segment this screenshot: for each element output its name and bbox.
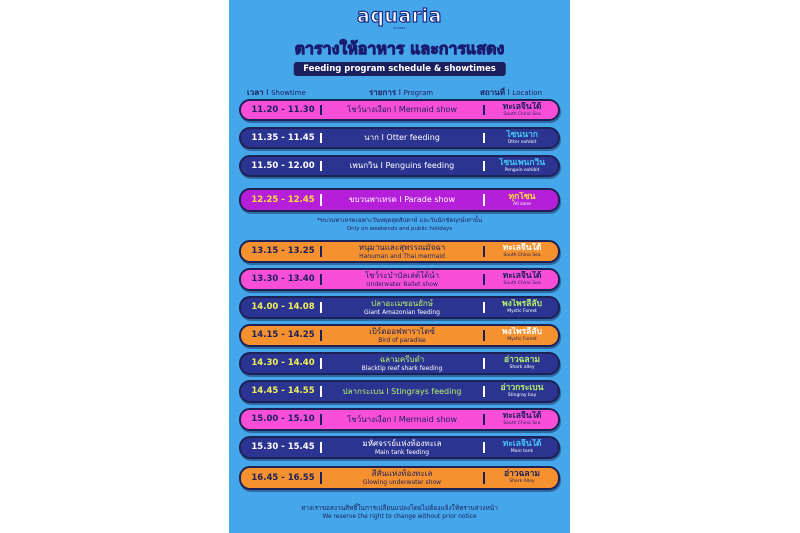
row-divider [483, 133, 485, 143]
row-program [324, 439, 480, 456]
header-location-th: สถานที่ [480, 88, 505, 97]
row-location-en: Mystic Forest [507, 337, 537, 342]
row-location-th: ทะเลจีนใต้ [502, 439, 542, 449]
row-program-en: Glowing underwater show [362, 479, 442, 486]
row-time: 11.35 - 11.45 [251, 133, 315, 143]
row-time: 14.30 - 14.40 [251, 358, 315, 368]
row-program-en: Main tank feeding [374, 449, 430, 456]
row-divider [320, 246, 322, 257]
row-time: 15.00 - 15.10 [251, 414, 315, 424]
row-program-th: สีสันแห่งท้องทะเล [371, 469, 433, 478]
schedule-row [239, 99, 560, 121]
row-divider [483, 386, 485, 397]
header-time-en: Showtime [271, 89, 306, 97]
row-program: ปลากระเบน I Stingrays feeding [342, 387, 462, 396]
header-program-th: รายการ [369, 88, 397, 97]
row-location [487, 102, 557, 118]
row-time: 11.20 - 11.30 [251, 105, 315, 115]
row-location-en: South China Sea [503, 253, 541, 258]
schedule-row [239, 466, 560, 490]
footer-disclaimer-th: ทางเราขอสงวนสิทธิ์ในการเปลี่ยนแปลงโดยไม่ต้องแจ้งให้ทราบล่วงหน้า [301, 504, 498, 512]
row-divider [320, 442, 322, 453]
header-location-en: Location [512, 89, 543, 97]
row-location-th: อ่าวฉลาม [503, 469, 541, 479]
row-location-th: ทะเลจีนใต้ [502, 102, 542, 112]
row-location-en: All zone [513, 202, 531, 207]
row-program [324, 299, 480, 316]
row-location [487, 243, 557, 259]
row-divider [320, 386, 322, 397]
row-location [487, 299, 557, 315]
row-location-en: Main tank [510, 449, 534, 454]
row-time: 14.00 - 14.08 [251, 302, 315, 312]
row-divider [483, 161, 485, 171]
row-location-en: Otter exhibit [507, 140, 537, 145]
row-location-th: โซนนาก [506, 130, 538, 140]
row-program-th: หนุมานและสุพรรณมัจฉา [358, 243, 446, 252]
row-time: 14.15 - 14.25 [251, 330, 315, 340]
schedule-row [239, 296, 560, 319]
row-location [487, 355, 557, 371]
row-location-en: South China Sea [503, 112, 541, 117]
row-location [487, 271, 557, 287]
row-program [324, 469, 480, 486]
row-program-th: มหัศจรรย์แห่งท้องทะเล [362, 439, 442, 448]
row-divider [320, 414, 322, 425]
row-divider [320, 105, 322, 115]
row-location [487, 469, 557, 485]
parade-note [229, 217, 570, 233]
logo-word: aquaria [357, 5, 442, 27]
row-location-th: อ่าวฉลาม [503, 355, 541, 365]
row-program-en: Giant Amazonian feeding [364, 309, 440, 316]
row-time: 11.50 - 12.00 [251, 161, 315, 171]
schedule-row [239, 127, 560, 149]
schedule-row [239, 352, 560, 375]
row-location-th: พงไพรลี้ลับ [501, 299, 542, 309]
row-divider [320, 133, 322, 143]
row-divider [483, 472, 485, 484]
footer-disclaimer-en: We reserve the right to change without prior notice [322, 513, 477, 520]
row-location-th: ทุกโซน [508, 192, 536, 202]
row-time: 12.25 - 12.45 [251, 195, 315, 205]
parade-note-en: Only on weekends and public holidays [346, 226, 453, 232]
schedule-row [239, 408, 560, 431]
row-location-th: อ่าวกระเบน [500, 383, 544, 393]
row-time: 16.45 - 16.55 [251, 473, 315, 483]
row-location-th: พงไพรลี้ลับ [501, 327, 542, 337]
row-divider [320, 161, 322, 171]
row-location-en: Shark Alley [509, 479, 535, 484]
row-time: 14.45 - 14.55 [251, 386, 315, 396]
row-program-th: เบิร์ดออฟพาราไดซ์ [369, 327, 435, 336]
footer-disclaimer [229, 504, 570, 521]
row-divider [483, 330, 485, 341]
row-program: ขบวนพาเหรด I Parade show [349, 195, 455, 204]
header-program-en: Program [403, 89, 434, 97]
row-program [324, 243, 480, 260]
row-location-th: โซนเพนกวิน [498, 158, 546, 168]
row-program: เพนกวิน I Penguins feeding [349, 161, 455, 170]
row-divider [320, 274, 322, 285]
row-location [487, 192, 557, 208]
schedule-poster [229, 0, 570, 533]
page-title-english: Feeding program schedule & showtimes [293, 62, 506, 76]
row-location-en: Shark alley [509, 365, 535, 370]
row-divider [483, 442, 485, 453]
row-program [324, 271, 480, 288]
row-divider [483, 194, 485, 206]
schedule-row [239, 324, 560, 347]
row-program: โชว์นางเงือก I Mermaid show [346, 105, 457, 114]
row-program [324, 355, 480, 372]
row-program-th: โชว์ระบำบัลเล่ต์ใต้น้ำ [364, 271, 440, 280]
parade-note-th: *ขบวนพาเหรดเฉพาะวันหยุดสุดสัปดาห์ และวันนักขัตฤกษ์เท่านั้น [316, 217, 483, 224]
row-program-th: ปลาอะเมซอนยักษ์ [370, 299, 434, 308]
row-divider [320, 194, 322, 206]
row-program [324, 327, 480, 344]
row-program-en: Hanuman and Thai mermaid [359, 253, 445, 260]
schedule-row [239, 436, 560, 459]
schedule-row [239, 268, 560, 291]
row-divider [483, 105, 485, 115]
row-time: 13.30 - 13.40 [251, 274, 315, 284]
row-divider [483, 414, 485, 425]
schedule-row [239, 380, 560, 403]
row-location-th: ทะเลจีนใต้ [502, 411, 542, 421]
column-headers [229, 86, 570, 98]
row-time: 15.30 - 15.45 [251, 442, 315, 452]
row-location [487, 383, 557, 399]
row-location-en: South China Sea [503, 281, 541, 286]
logo-tagline: PHUKET [393, 26, 406, 30]
row-divider [320, 330, 322, 341]
row-location [487, 158, 557, 174]
row-location-en: Stingray bay [507, 393, 537, 398]
header-location: สถานที่ I Location [480, 88, 543, 97]
row-location-th: ทะเลจีนใต้ [502, 271, 542, 281]
row-divider [483, 358, 485, 369]
row-divider [483, 246, 485, 257]
row-location-en: South China Sea [503, 421, 541, 426]
row-program-en: Blacktip reef shark feeding [361, 365, 443, 372]
schedule-row [239, 155, 560, 177]
row-program-en: Bird of paradise [378, 337, 426, 344]
row-program-en: Underwater Ballet show [366, 281, 438, 288]
row-divider [483, 302, 485, 313]
schedule-row [239, 188, 560, 212]
row-location-en: Mystic Forest [507, 309, 537, 314]
row-location [487, 327, 557, 343]
row-program: นาก I Otter feeding [364, 133, 440, 142]
row-time: 13.15 - 13.25 [251, 246, 315, 256]
row-location [487, 439, 557, 455]
row-program: โชว์นางเงือก I Mermaid show [346, 415, 457, 424]
row-location-en: Penguin exhibit [504, 168, 540, 173]
row-divider [320, 472, 322, 484]
aquaria-logo [229, 6, 570, 30]
row-divider [320, 302, 322, 313]
header-time: เวลา I Showtime [247, 88, 306, 97]
page-title-thai: ตารางให้อาหาร และการแสดง [294, 39, 505, 58]
header-program: รายการ I Program [369, 88, 434, 97]
row-location-th: ทะเลจีนใต้ [502, 243, 542, 253]
schedule-row [239, 240, 560, 263]
header-time-th: เวลา [247, 88, 264, 97]
row-program-th: ฉลามครีบดำ [379, 355, 425, 364]
row-location [487, 130, 557, 146]
row-location [487, 411, 557, 427]
row-divider [320, 358, 322, 369]
row-divider [483, 274, 485, 285]
